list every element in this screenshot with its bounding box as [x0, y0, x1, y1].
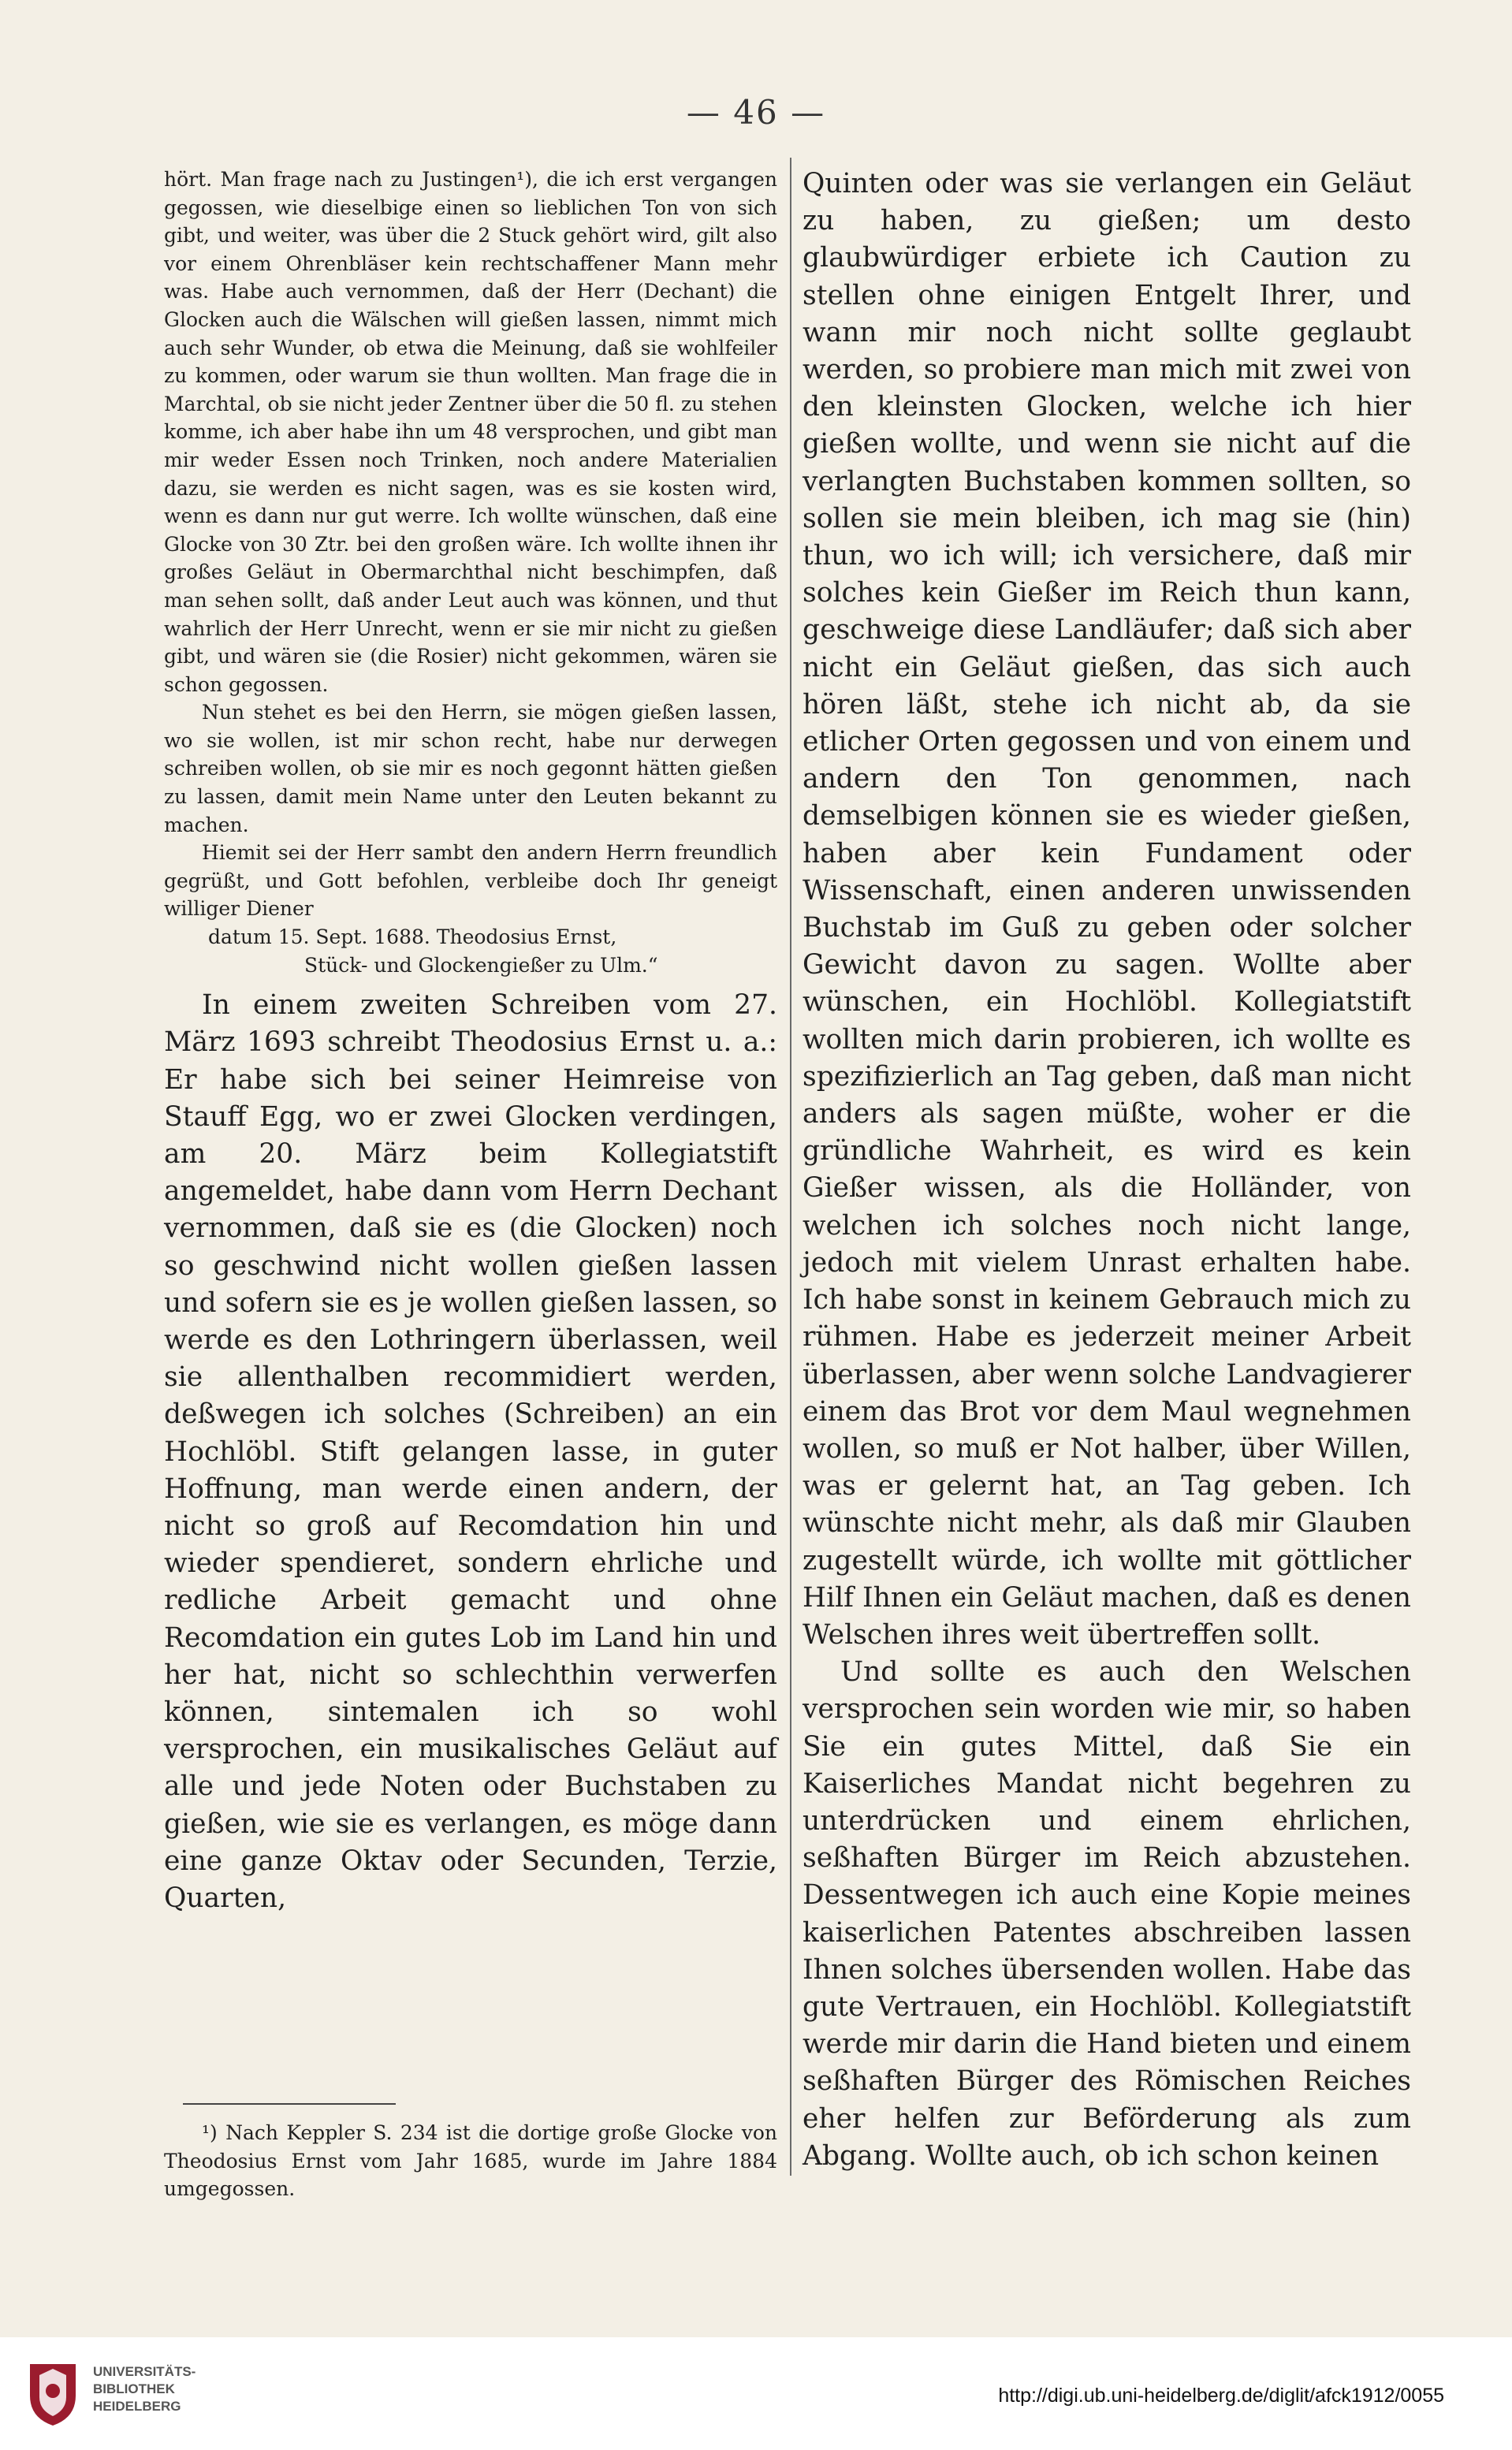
quote-paragraph: hört. Man frage nach zu Justingen¹), die ich erst vergangen gegossen, wie dieselbige einen so lieblichen Ton von sich gibt, und weiter, was über die 2 Stuck gehört wird, gilt also vor einem Ohrenbläser kein rechtschaffener Mann mehr was. Habe auch vernommen, daß der Herr (Dechant) die Glocken auch die Wälschen will gießen lassen, nimmt mich auch sehr Wunder, ob etwa die Meinung, daß sie wohlfeiler zu kommen, oder warum sie thun wollten. Man frage die in Marchtal, ob sie nicht jeder Zentner über die 50 fl. zu stehen komme, ich aber habe ihn um 48 versprochen, und gibt man mir weder Essen noch Trinken, noch andere Materialien dazu, sie werden es nicht sagen, was es sie kosten wird, wenn es dann nur gut werre. Ich wollte wünschen, daß eine Glocke von 30 Ztr. bei den großen wäre. Ich wollte ihnen ihr großes Geläut in Obermarchthal nicht beschimpfen, daß man sehen sollt, daß ander Leut auch was können, und thut wahrlich der Herr Unrecht, wenn er sie mir nicht zu gießen gibt, und wären sie (die Rosier) nicht gekommen, wären sie schon gegossen. [164, 168, 777, 696]
university-seal-icon [25, 2356, 80, 2427]
quote-paragraph: Hiemit sei der Herr sambt den andern Herrn freundlich gegrüßt, und Gott befohlen, verbleibe doch Ihr geneigt williger Diener [164, 841, 777, 921]
left-column [164, 166, 777, 1917]
page-number: — 46 — [686, 93, 826, 132]
body-paragraph: Quinten oder was sie verlangen ein Geläut zu haben, zu gießen; um desto glaubwürdiger erbiete ich Caution zu stellen ohne einigen Entgelt Ihrer, und wann mir noch nicht sollte geglaubt werden, so probiere man mich mit zwei von den kleinsten Glocken, welche ich hier gießen wollte, und wenn sie nicht auf die verlangten Buchstaben kommen sollten, so sollen sie mein bleiben, ich mag sie (hin) thun, wo ich will; ich versichere, daß mir solches kein Gießer im Reich thun kann, geschweige diese Landläufer; daß sich aber nicht ein Geläut gießen, das sich auch hören läßt, stehe ich nicht ab, da sie etlicher Orten gegossen und von einem und andern den Ton genommen, nach demselbigen können sie es wieder gießen, haben aber kein Fundament oder Wissenschaft, einen anderen unwissenden Buchstab im Guß zu geben oder solcher Gewicht davon zu sagen. Wollte aber wünschen, ein Hochlöbl. Kollegiatstift wollten mich darin probieren, ich wollte es spezifizierlich an Tag geben, daß man nicht anders als sagen müßte, woher er die gründliche Wahrheit, es wird es kein Gießer wissen, als die Holländer, von welchen ich solches noch nicht lange, jedoch mit vielem Unrast erhalten habe. Ich habe sonst in keinem Gebrauch mich zu rühmen. Habe es jederzeit meiner Arbeit überlassen, aber wenn solche Landvagierer einem das Brot vor dem Maul wegnehmen wollen, so muß er Not halber, über Willen, was er gelernt hat, an Tag geben. Ich wünschte nicht mehr, als daß mir Glauben zugestellt würde, ich wollte mit göttlicher Hilf Ihnen ein Geläut machen, daß es denen Welschen ihres weit übertreffen sollt. [803, 168, 1411, 1651]
library-name [93, 2363, 196, 2415]
letter-signature-title: Stück- und Glockengießer zu Ulm.“ [304, 953, 658, 977]
source-url[interactable]: http://digi.ub.uni-heidelberg.de/diglit/afck1912/0055 [998, 2385, 1444, 2407]
library-name-line: BIBLIOTHEK [93, 2381, 175, 2396]
body-paragraph: In einem zweiten Schreiben vom 27. März 1693 schreibt Theodosius Ernst u. a.: Er habe sich bei seiner Heimreise von Stauff Egg, wo er zwei Glocken verdingen, am 20. März beim Kollegiatstift angemeldet, habe dann vom Herrn Dechant vernommen, daß sie es (die Glocken) noch so geschwind nicht wollen gießen lassen und sofern sie es je wollen gießen lassen, so werde es den Lothringern überlassen, weil sie allenthalben recommidiert werden, deßwegen ich solches (Schreiben) an ein Hochlöbl. Stift gelangen lasse, in guter Hoffnung, man werde einen andern, der nicht so groß auf Recomdation hin und wieder spendieret, sondern ehrliche und redliche Arbeit gemacht und ohne Recomdation ein gutes Lob im Land hin und her hat, nicht so schlechthin verwerfen können, sintemalen ich so wohl versprochen, ein musikalisches Geläut auf alle und jede Noten oder Buchstaben zu gießen, wie sie es verlangen, es möge dann eine ganze Oktav oder Secunden, Terzie, Quarten, [164, 989, 777, 1915]
right-column [803, 166, 1411, 2175]
body-paragraph: Und sollte es auch den Welschen versprochen sein worden wie mir, so haben Sie ein gutes Mittel, daß Sie ein Kaiserliches Mandat nicht begehren zu unterdrücken und einem ehrlichen, seßhaften Bürger im Reich abzustehen. Dessentwegen ich auch eine Kopie meines kaiserlichen Patentes abschreiben lassen Ihnen solches übersenden wollen. Habe das gute Vertrauen, ein Hochlöbl. Kollegiatstift werde mir darin die Hand bieten und einem seßhaften Bürger des Römischen Reiches eher helfen zur Beförderung als zum Abgang. Wollte auch, ob ich schon keinen [803, 1656, 1411, 2172]
library-name-line: UNIVERSITÄTS- [93, 2364, 196, 2379]
quote-paragraph: Nun stehet es bei den Herrn, sie mögen gießen lassen, wo sie wollen, ist mir schon recht, habe nur derwegen schreiben wollen, ob sie mir es noch gegonnt hätten gießen zu lassen, damit mein Name unter den Leuten bekannt zu machen. [164, 701, 777, 836]
library-name-line: HEIDELBERG [93, 2399, 181, 2414]
letter-date-signature: datum 15. Sept. 1688. Theodosius Ernst, [208, 925, 617, 949]
footnote: ¹) Nach Keppler S. 234 ist die dortige große Glocke von Theodosius Ernst vom Jahr 1685, wurde im Jahre 1884 umgegossen. [164, 2121, 777, 2201]
footer-bar [0, 2337, 1512, 2450]
column-divider [790, 158, 791, 2176]
footnote-rule [183, 2103, 396, 2105]
